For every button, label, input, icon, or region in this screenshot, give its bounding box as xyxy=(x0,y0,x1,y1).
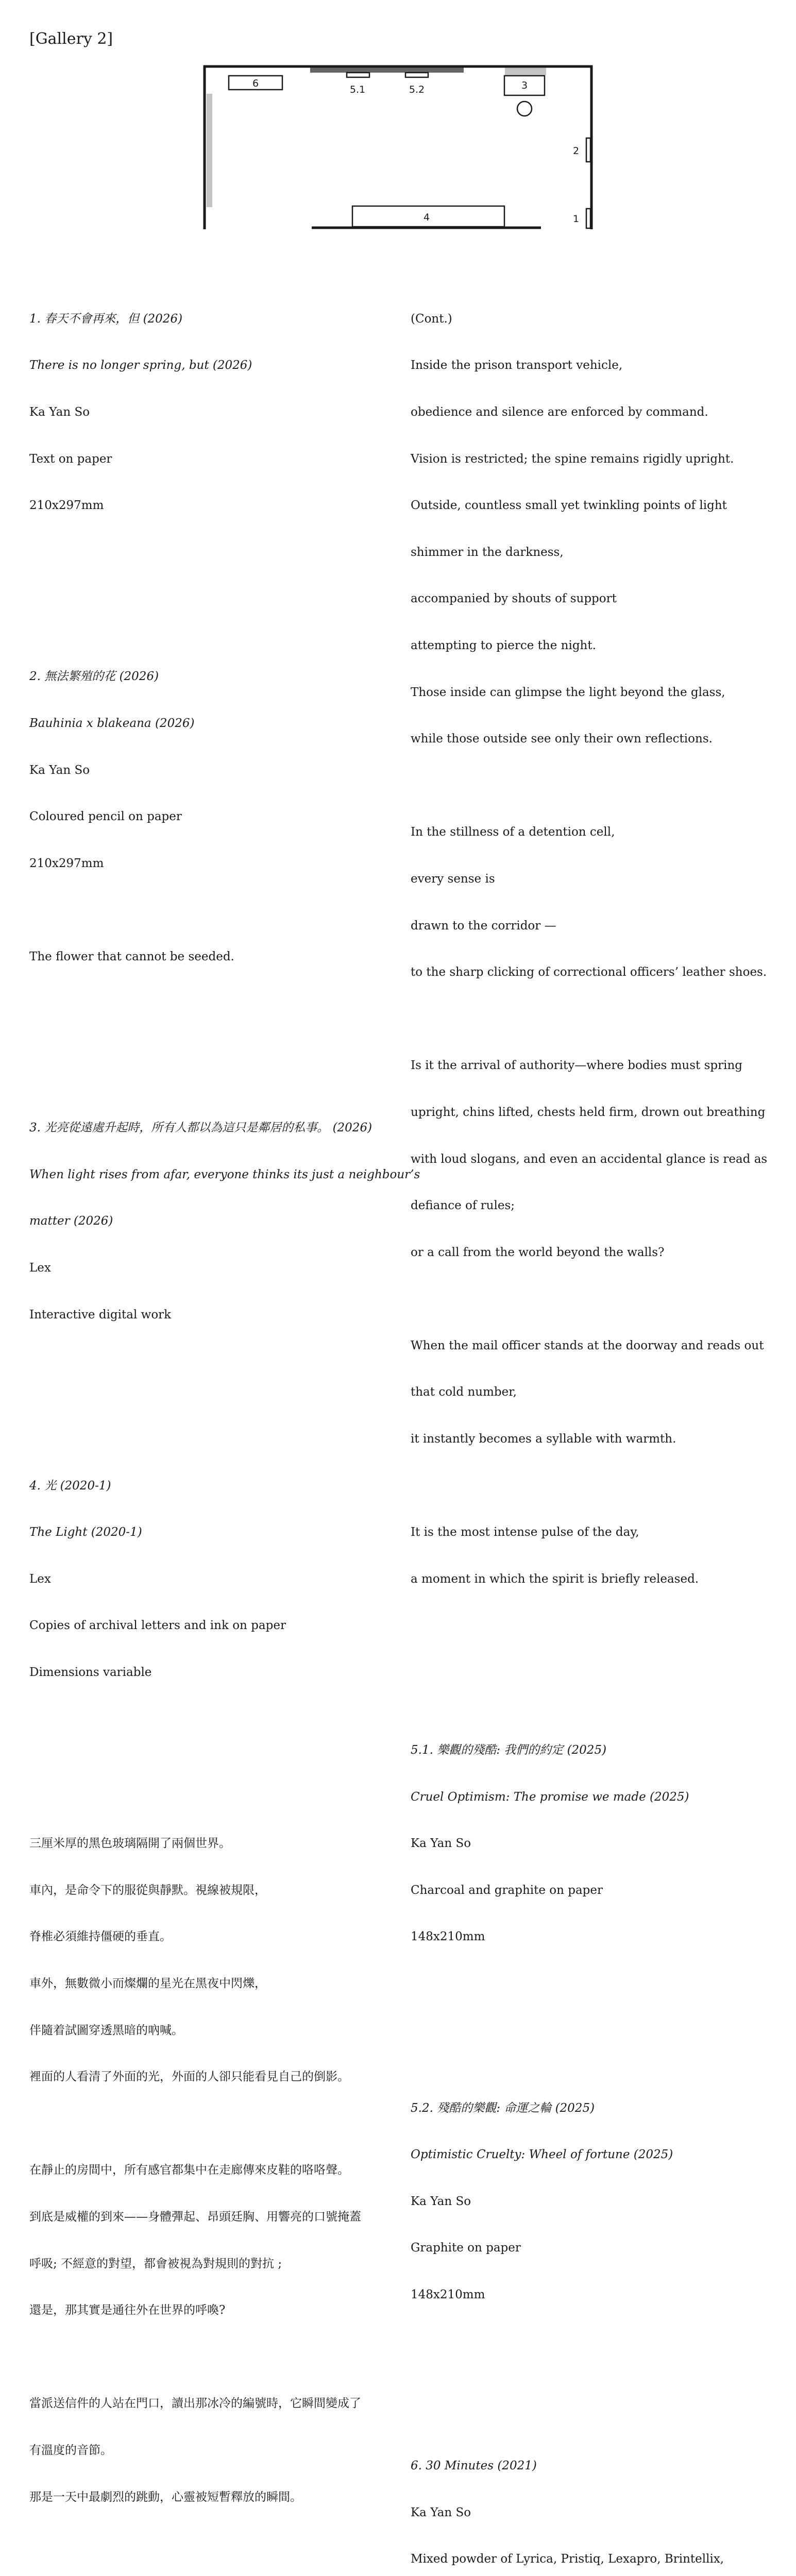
zh-line: 三厘米厚的黑色玻璃隔開了兩個世界。 xyxy=(29,1837,231,1851)
en-line: defiance of rules; xyxy=(411,1199,515,1213)
en-line: It is the most intense pulse of the day, xyxy=(411,1526,639,1539)
work-3-title-zh: 3. 光亮從遠處升起時，所有人都以為這只是鄰居的私事。 (2026) xyxy=(29,1121,372,1135)
en-line: Those inside can glimpse the light beyond the glass, xyxy=(411,685,725,699)
work-5-2-label: 5.2 xyxy=(409,84,425,95)
work-5-1-title-en: Cruel Optimism: The promise we made (2025) xyxy=(411,1790,689,1804)
work-6-label: 6 xyxy=(252,78,259,89)
work-5-2-size: 148x210mm xyxy=(411,2287,485,2301)
work-4-text-en-cont xyxy=(411,280,792,1618)
work-2-size: 210x297mm xyxy=(29,856,104,870)
work-6-caption xyxy=(411,2427,792,2576)
zh-line: 在靜止的房間中，所有感官都集中在走廊傳來皮鞋的咯咯聲。 xyxy=(29,2163,349,2177)
zh-line: 車內，是命令下的服從與靜默。視線被規限， xyxy=(29,1883,266,1897)
en-line: obedience and silence are enforced by command. xyxy=(411,405,708,419)
zh-line: 呼吸; 不經意的對望，都會被視為對規則的對抗 ; xyxy=(29,2257,282,2270)
work-5-1-box xyxy=(347,73,369,77)
work-4-artist: Lex xyxy=(29,1572,51,1586)
en-line: Is it the arrival of authority—where bodies must spring xyxy=(411,1059,742,1073)
work-3-title-en-cont: matter (2026) xyxy=(29,1214,113,1228)
work-3-artist: Lex xyxy=(29,1261,51,1275)
en-line: with loud slogans, and even an accidental glance is read as xyxy=(411,1152,768,1166)
en-line: Vision is restricted; the spine remains rigidly upright. xyxy=(411,452,734,466)
zh-line: 當派送信件的人站在門口，讀出那冰冷的編號時，它瞬間變成了 xyxy=(29,2397,361,2411)
work-2-title-zh: 2. 無法繁殖的花 (2026) xyxy=(29,670,159,684)
en-line: shimmer in the darkness, xyxy=(411,545,564,559)
en-line: a moment in which the spirit is briefly released. xyxy=(411,1572,699,1586)
work-3-title-en: When light rises from afar, everyone thinks its just a neighbour’s xyxy=(29,1167,420,1181)
work-5-1-caption xyxy=(411,1711,792,1976)
work-4-size: Dimensions variable xyxy=(29,1666,152,1680)
wall-highlight-left xyxy=(207,94,212,207)
work-3-circle xyxy=(517,101,532,116)
en-line: every sense is xyxy=(411,872,495,886)
work-5-1-size: 148x210mm xyxy=(411,1930,485,1944)
work-2-medium: Coloured pencil on paper xyxy=(29,810,182,824)
work-2-caption xyxy=(29,638,390,996)
zh-line: 那是一天中最劇烈的跳動，心靈被短暫釋放的瞬間。 xyxy=(29,2490,302,2504)
work-5-1-title-zh: 5.1. 樂觀的殘酷: 我們的約定 (2025) xyxy=(411,1743,607,1757)
work-1-medium: Text on paper xyxy=(29,452,112,466)
floor-plan xyxy=(0,0,796,237)
work-5-1-label: 5.1 xyxy=(349,84,366,95)
work-2-label: 2 xyxy=(572,145,580,157)
work-5-1-medium: Charcoal and graphite on paper xyxy=(411,1883,603,1897)
en-line: Inside the prison transport vehicle, xyxy=(411,359,623,372)
work-5-2-artist: Ka Yan So xyxy=(411,2194,471,2208)
work-2-box xyxy=(586,138,590,162)
work-5-1-artist: Ka Yan So xyxy=(411,1837,471,1851)
work-6-artist: Ka Yan So xyxy=(411,2505,471,2519)
work-1-artist: Ka Yan So xyxy=(29,405,90,419)
en-line: that cold number, xyxy=(411,1385,517,1399)
gallery-title: [Gallery 2] xyxy=(29,30,113,48)
zh-line: 裡面的人看清了外面的光，外面的人卻只能看見自己的倒影。 xyxy=(29,2070,349,2084)
left-column xyxy=(29,249,420,2576)
work-1-label: 1 xyxy=(572,213,580,225)
zh-line: 有溫度的音節。 xyxy=(29,2443,112,2457)
en-line: In the stillness of a detention cell, xyxy=(411,825,615,839)
zh-line: 還是，那其實是通往外在世界的呼喚? xyxy=(29,2303,226,2317)
work-4-text-zh xyxy=(29,1805,390,2536)
work-4-label: 4 xyxy=(423,212,430,223)
work-1-title-zh: 1. 春天不會再來，但 (2026) xyxy=(29,312,183,326)
work-4-title-zh: 4. 光 (2020-1) xyxy=(29,1479,111,1493)
work-1-caption xyxy=(29,280,390,544)
work-5-2-title-en: Optimistic Cruelty: Wheel of fortune (2025) xyxy=(411,2148,673,2162)
en-line: drawn to the corridor — xyxy=(411,919,556,933)
work-6-title: 6. 30 Minutes (2021) xyxy=(411,2459,537,2473)
en-line: attempting to pierce the night. xyxy=(411,638,596,652)
work-5-2-box xyxy=(405,73,428,77)
en-line: When the mail officer stands at the doorway and reads out xyxy=(411,1338,764,1352)
work-6-medium: Mixed powder of Lyrica, Pristiq, Lexapro, Brintellix, xyxy=(411,2552,724,2566)
en-line: accompanied by shouts of support xyxy=(411,592,617,606)
en-line: it instantly becomes a syllable with warmth. xyxy=(411,1432,676,1446)
right-column xyxy=(411,249,792,2576)
work-4-medium: Copies of archival letters and ink on paper xyxy=(29,1619,286,1633)
zh-line: 到底是威權的到來——身體彈起、昂頭廷胸、用響亮的口號掩蓋 xyxy=(29,2210,361,2224)
work-4-title-en: The Light (2020-1) xyxy=(29,1526,142,1539)
en-line: to the sharp clicking of correctional officers’ leather shoes. xyxy=(411,965,767,979)
work-1-box xyxy=(586,209,590,228)
work-2-artist: Ka Yan So xyxy=(29,763,90,777)
en-line: while those outside see only their own reflections. xyxy=(411,732,713,746)
en-line: Outside, countless small yet twinkling points of light xyxy=(411,499,727,513)
work-5-2-medium: Graphite on paper xyxy=(411,2241,521,2255)
work-2-title-en: Bauhinia x blakeana (2026) xyxy=(29,716,195,730)
work-5-2-caption xyxy=(411,2069,792,2333)
work-5-2-title-zh: 5.2. 殘酷的樂觀: 命運之輪 (2025) xyxy=(411,2101,595,2115)
work-3-medium: Interactive digital work xyxy=(29,1308,172,1321)
work-1-size: 210x297mm xyxy=(29,499,104,513)
en-line: or a call from the world beyond the walls? xyxy=(411,1245,665,1259)
cont-label: (Cont.) xyxy=(411,312,452,326)
work-1-title-en: There is no longer spring, but (2026) xyxy=(29,359,252,372)
work-3-label: 3 xyxy=(521,80,528,91)
zh-line: 伴隨着試圖穿透黑暗的吶喊。 xyxy=(29,2023,183,2037)
zh-line: 脊椎必須維持僵硬的垂直。 xyxy=(29,1930,172,1944)
work-3-caption xyxy=(29,1089,420,1353)
en-line: upright, chins lifted, chests held firm, drown out breathing xyxy=(411,1105,766,1119)
work-4-caption xyxy=(29,1447,390,1711)
work-2-note: The flower that cannot be seeded. xyxy=(29,950,234,963)
zh-line: 車外，無數微小而燦爛的星光在黑夜中閃爍， xyxy=(29,1977,266,1991)
